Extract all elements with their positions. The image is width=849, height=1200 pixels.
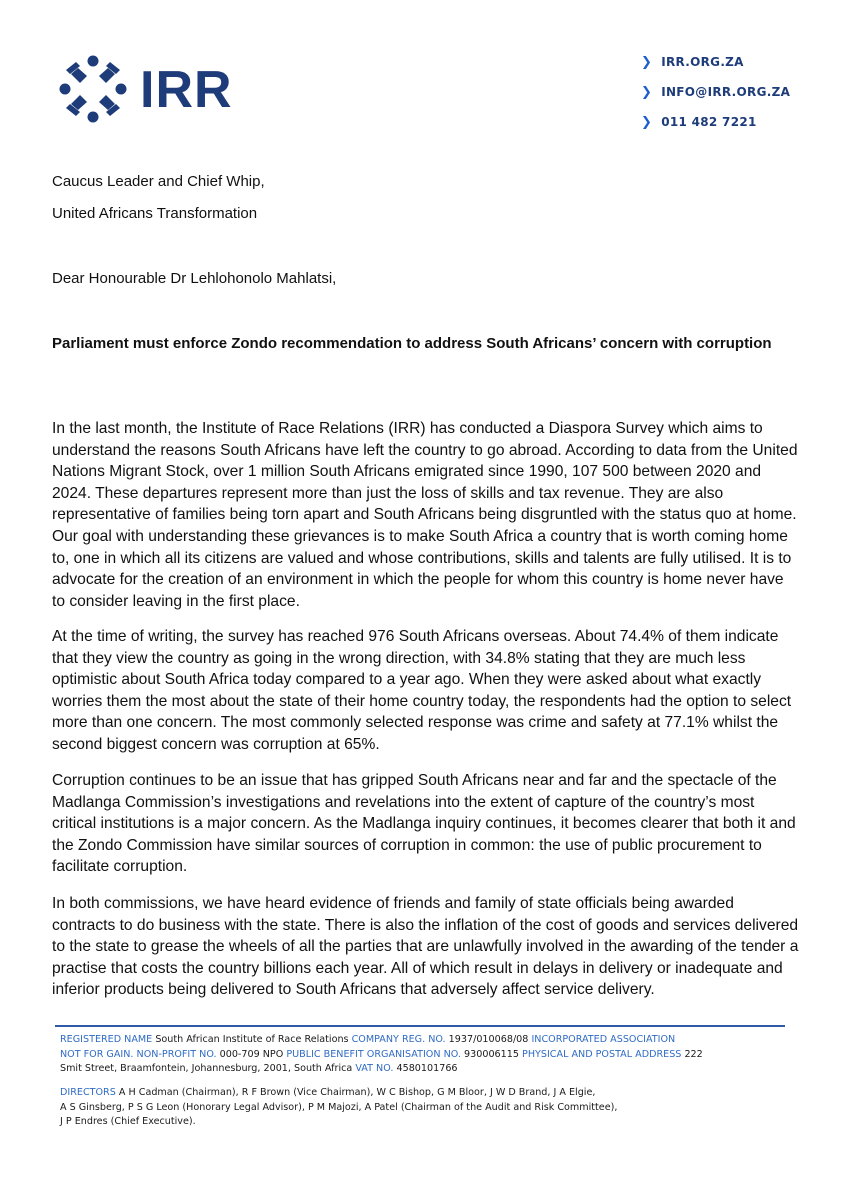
contact-website-text[interactable]: IRR.ORG.ZA (661, 55, 744, 69)
recipient-line-1: Caucus Leader and Chief Whip, (52, 173, 265, 190)
footer-registration (60, 1033, 790, 1077)
chevron-right-icon: ❯ (641, 114, 653, 130)
footer-divider (55, 1025, 785, 1027)
footer-label: VAT NO. (355, 1063, 394, 1075)
irr-logo (58, 52, 258, 128)
footer-label: COMPANY REG. NO. (351, 1034, 446, 1045)
contact-phone-text[interactable]: 011 482 7221 (661, 115, 757, 129)
irr-emblem-icon (58, 54, 128, 124)
body-paragraph-4: In both commissions, we have heard evidence of friends and family of state officials being awarded contracts to do business with the state. There is also the inflation of the cost of goods and services delivered to the state to grease the wheels of all the parties that are unlawfully involved in the awarding of the tender a practise that costs the country billions each year. All of which result in delays in delivery or inadequate and inferior products being delivered to South Africans that adversely affect service delivery. (52, 895, 799, 999)
footer-label: PUBLIC BENEFIT ORGANISATION NO. (286, 1048, 461, 1060)
letter-title: Parliament must enforce Zondo recommendation to address South Africans’ concern with corruption (52, 335, 772, 352)
footer-label: NON-PROFIT NO. (136, 1048, 217, 1060)
footer-value: 1937/010068/08 (448, 1034, 529, 1045)
contact-email[interactable] (641, 82, 790, 102)
body-paragraph-2: At the time of writing, the survey has reached 976 South Africans overseas. About 74.4% of them indicate that they view the country as going in the wrong direction, with 34.8% stating that they are much less optimistic about South Africa today compared to a year ago. When they were asked about what exactly worries them the most about the state of their home country today, the respondents had the option to select more than one concern. The most commonly selected response was crime and safety at 77.1% whilst the second biggest concern was corruption at 65%. (52, 628, 792, 753)
footer-value: J P Endres (Chief Executive). (60, 1116, 196, 1128)
footer-value: 4580101766 (396, 1063, 458, 1075)
contact-phone[interactable] (641, 112, 790, 132)
logo-wordmark: IRR (140, 61, 233, 119)
footer-value: 000-709 NPO (219, 1048, 284, 1060)
chevron-right-icon: ❯ (641, 84, 653, 100)
footer-value: 930006115 (464, 1048, 519, 1060)
footer-directors (60, 1086, 790, 1130)
footer-label: DIRECTORS (60, 1087, 116, 1098)
footer-label: INCORPORATED ASSOCIATION (531, 1034, 676, 1045)
chevron-right-icon: ❯ (641, 54, 653, 70)
footer-value: A S Ginsberg, P S G Leon (Honorary Legal Advisor), P M Majozi, A Patel (Chairman of the Audit and Risk Committee), (60, 1101, 618, 1113)
salutation: Dear Honourable Dr Lehlohonolo Mahlatsi, (52, 270, 337, 287)
footer-value: A H Cadman (Chairman), R F Brown (Vice Chairman), W C Bishop, G M Bloor, J W D Brand, J A Elgie, (118, 1087, 596, 1098)
footer-value: South African Institute of Race Relations (155, 1034, 349, 1045)
footer-label: PHYSICAL AND POSTAL ADDRESS (522, 1048, 682, 1060)
footer-value: 222 (684, 1048, 703, 1060)
footer-value: Smit Street, Braamfontein, Johannesburg, 2001, South Africa (60, 1063, 353, 1075)
footer-label: REGISTERED NAME (60, 1034, 153, 1045)
contact-website[interactable] (641, 52, 790, 72)
contact-block (641, 52, 790, 142)
contact-email-text[interactable]: INFO@IRR.ORG.ZA (661, 85, 791, 99)
footer-label: NOT FOR GAIN. (60, 1048, 134, 1060)
body-paragraph-1: In the last month, the Institute of Race Relations (IRR) has conducted a Diaspora Survey which aims to understand the reasons South Africans have left the country to go abroad. According to data from the United Nations Migrant Stock, over 1 million South Africans emigrated since 1990, 107 500 between 2020 and 2024. These departures represent more than just the loss of skills and tax revenue. They are also representative of families being torn apart and South Africans being disgruntled with the status quo at home. Our goal with understanding these grievances is to make South Africa a country that is worth coming home to, one in which all its citizens are valued and whose contributions, skills and talents are fully utilised. It is to advocate for the creation of an environment in which the people for whom this country is home never have to consider leaving in the first place. (52, 420, 798, 610)
recipient-line-2: United Africans Transformation (52, 205, 258, 222)
body-paragraph-3: Corruption continues to be an issue that has gripped South Africans near and far and the spectacle of the Madlanga Commission’s investigations and revelations into the extent of capture of the country’s most critical institutions is a major concern. As the Madlanga inquiry continues, it becomes clearer that both it and the Zondo Commission have similar sources of corruption in common: the use of public procurement to facilitate corruption. (52, 772, 796, 876)
